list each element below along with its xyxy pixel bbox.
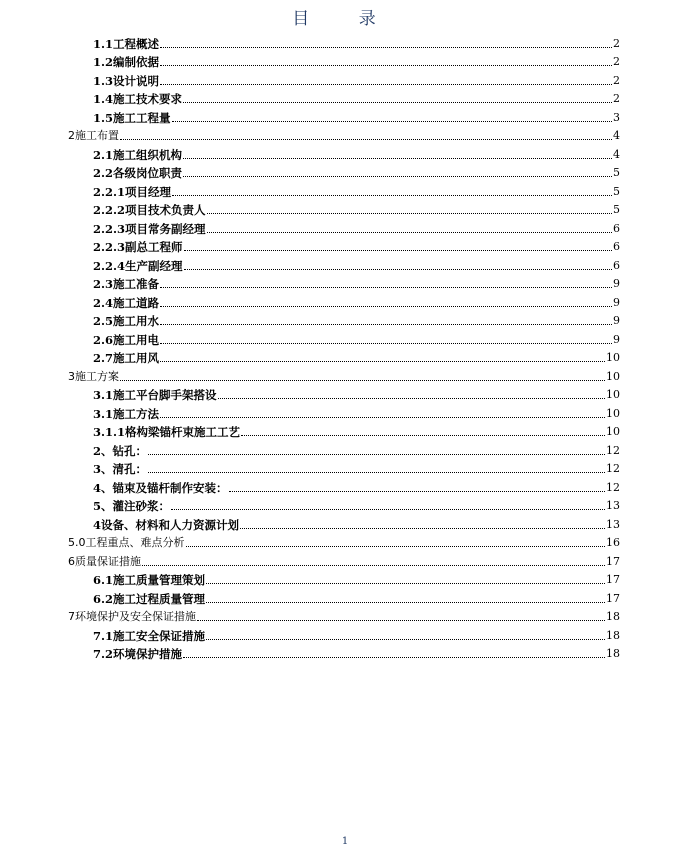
toc-entry[interactable] xyxy=(93,513,620,532)
toc-entry[interactable] xyxy=(93,51,620,70)
toc-dot-leader xyxy=(183,101,612,103)
toc-entry-page-number: 18 xyxy=(606,628,620,642)
toc-entry-page-number: 10 xyxy=(606,425,620,438)
toc-entry-label: 7.1施工安全保证措施 xyxy=(93,628,206,643)
toc-entry[interactable] xyxy=(93,328,620,347)
toc-entry-page-number: 6 xyxy=(613,221,620,235)
toc-entry[interactable] xyxy=(93,273,620,292)
toc-entry-page-number: 2 xyxy=(613,55,620,68)
toc-entry-page-number: 2 xyxy=(613,92,620,105)
toc-entry-page-number: 12 xyxy=(606,443,620,457)
toc-entry-label: 4、锚束及锚杆制作安装： xyxy=(93,480,228,495)
toc-entry[interactable] xyxy=(93,421,620,440)
toc-entry[interactable] xyxy=(68,365,620,384)
toc-entry-page-number: 5 xyxy=(613,166,620,179)
toc-entry-label: 3、清孔： xyxy=(93,462,148,476)
toc-entry[interactable] xyxy=(93,495,620,514)
toc-entry-page-number: 9 xyxy=(613,295,620,309)
toc-entry-page-number: 2 xyxy=(613,36,620,50)
toc-dot-leader xyxy=(218,397,605,399)
toc-dot-leader xyxy=(207,231,612,233)
toc-dot-leader xyxy=(160,64,612,66)
toc-dot-leader xyxy=(183,157,612,159)
toc-entry-label: 3施工方案 xyxy=(68,369,119,383)
toc-entry-label: 2.2.3项目常务副经理 xyxy=(93,221,206,236)
toc-entry[interactable] xyxy=(68,532,620,551)
toc-dot-leader xyxy=(197,619,605,621)
toc-entry-page-number: 13 xyxy=(606,499,620,512)
toc-dot-leader xyxy=(240,527,605,529)
toc-entry-label: 1.5施工工程量 xyxy=(93,110,171,125)
toc-entry-label: 2.3施工准备 xyxy=(93,277,160,291)
toc-entry-page-number: 2 xyxy=(613,73,620,87)
toc-entry[interactable] xyxy=(93,439,620,458)
toc-entry[interactable] xyxy=(93,569,620,588)
toc-dot-leader xyxy=(186,545,606,547)
toc-dot-leader xyxy=(160,46,612,48)
toc-entry-label: 2.2.1项目经理 xyxy=(93,184,172,199)
toc-dot-leader xyxy=(172,194,612,196)
toc-dot-leader xyxy=(120,138,612,140)
toc-dot-leader xyxy=(160,416,605,418)
toc-entry[interactable] xyxy=(93,199,620,218)
toc-entry-page-number: 10 xyxy=(606,388,620,401)
toc-entry-label: 2.1施工组织机构 xyxy=(93,147,183,162)
toc-entry-label: 2施工布置 xyxy=(68,129,119,142)
toc-entry-page-number: 5 xyxy=(613,203,620,216)
toc-entry-page-number: 13 xyxy=(606,517,620,531)
toc-dot-leader xyxy=(148,471,605,473)
toc-entry-page-number: 3 xyxy=(613,110,620,124)
toc-entry[interactable] xyxy=(93,254,620,273)
toc-title: 目 录 xyxy=(292,9,398,29)
toc-entry[interactable] xyxy=(93,236,620,255)
toc-entry[interactable] xyxy=(93,69,620,88)
toc-entry[interactable] xyxy=(68,606,620,625)
toc-entry[interactable] xyxy=(93,106,620,125)
toc-entry[interactable] xyxy=(93,384,620,403)
toc-entry[interactable] xyxy=(93,624,620,643)
toc-entry-page-number: 17 xyxy=(606,591,620,605)
toc-entry-page-number: 9 xyxy=(613,314,620,327)
toc-entry-label: 1.3设计说明 xyxy=(93,73,160,88)
toc-entry-label: 3.1施工平台脚手架搭设 xyxy=(93,388,217,402)
toc-entry-label: 2.2.4生产副经理 xyxy=(93,258,183,273)
toc-dot-leader xyxy=(160,323,612,325)
toc-entry-label: 2.4施工道路 xyxy=(93,295,160,310)
toc-entry-page-number: 12 xyxy=(606,462,620,475)
toc-entry-label: 4设备、材料和人力资源计划 xyxy=(93,517,240,532)
toc-entry-label: 3.1.1格构梁锚杆束施工工艺 xyxy=(93,425,241,439)
toc-dot-leader xyxy=(229,490,605,492)
toc-entry-label: 6.1施工质量管理策划 xyxy=(93,573,206,587)
toc-entry-label: 6质量保证措施 xyxy=(68,554,141,568)
toc-entry-page-number: 12 xyxy=(606,480,620,494)
toc-entry-label: 2.6施工用电 xyxy=(93,332,160,347)
toc-entry-page-number: 10 xyxy=(606,369,620,383)
toc-entry[interactable] xyxy=(93,587,620,606)
toc-dot-leader xyxy=(148,453,605,455)
toc-entry-label: 3.1施工方法 xyxy=(93,406,160,421)
toc-entry-page-number: 6 xyxy=(613,258,620,272)
toc-entry[interactable] xyxy=(68,550,620,569)
toc-entry[interactable] xyxy=(93,291,620,310)
toc-entry-page-number: 18 xyxy=(606,610,620,623)
toc-entry-label: 2、钻孔： xyxy=(93,443,148,458)
toc-entry-page-number: 17 xyxy=(606,573,620,586)
toc-entry[interactable] xyxy=(93,476,620,495)
toc-entry-label: 5、灌注砂浆： xyxy=(93,499,171,513)
toc-dot-leader xyxy=(160,342,612,344)
toc-dot-leader xyxy=(160,305,612,307)
toc-entry-label: 1.2编制依据 xyxy=(93,55,160,69)
toc-dot-leader xyxy=(160,286,612,288)
toc-entry-label: 1.1工程概述 xyxy=(93,36,160,51)
toc-entry-label: 2.2.3副总工程师 xyxy=(93,240,183,254)
toc-entry-page-number: 4 xyxy=(613,147,620,161)
toc-dot-leader xyxy=(206,601,605,603)
toc-entry[interactable] xyxy=(93,162,620,181)
toc-entry-page-number: 17 xyxy=(606,554,620,568)
toc-entry-label: 7.2环境保护措施 xyxy=(93,647,183,661)
toc-entry-label: 1.4施工技术要求 xyxy=(93,92,183,106)
toc-dot-leader xyxy=(184,268,612,270)
toc-entry[interactable] xyxy=(93,458,620,477)
toc-dot-leader xyxy=(142,564,605,566)
toc-entry-page-number: 16 xyxy=(606,536,620,549)
toc-entry-page-number: 9 xyxy=(613,277,620,290)
toc-dot-leader xyxy=(184,249,612,251)
toc-entry-page-number: 10 xyxy=(606,351,620,364)
toc-entry-label: 2.2.2项目技术负责人 xyxy=(93,203,206,217)
toc-entry-page-number: 5 xyxy=(613,184,620,198)
toc-entry[interactable] xyxy=(93,643,620,662)
toc-entry[interactable] xyxy=(93,88,620,107)
toc-dot-leader xyxy=(160,83,612,85)
toc-dot-leader xyxy=(207,212,612,214)
toc-entry[interactable] xyxy=(93,402,620,421)
toc-dot-leader xyxy=(171,508,605,510)
toc-entry-page-number: 6 xyxy=(613,240,620,253)
toc-dot-leader xyxy=(206,638,605,640)
toc-dot-leader xyxy=(206,582,605,584)
toc-dot-leader xyxy=(172,120,612,122)
toc-entry-label: 5.0工程重点、难点分析 xyxy=(68,536,185,549)
toc-entry-label: 2.5施工用水 xyxy=(93,314,160,328)
toc-entry[interactable] xyxy=(93,347,620,366)
toc-dot-leader xyxy=(160,360,605,362)
toc-entry-label: 7环境保护及安全保证措施 xyxy=(68,610,196,623)
toc-dot-leader xyxy=(183,656,605,658)
page-number: 1 xyxy=(341,836,349,847)
toc-dot-leader xyxy=(241,434,605,436)
toc-dot-leader xyxy=(120,379,605,381)
toc-entry[interactable] xyxy=(93,143,620,162)
toc-entry-label: 6.2施工过程质量管理 xyxy=(93,591,206,606)
toc-entry-page-number: 9 xyxy=(613,332,620,346)
toc-entry[interactable] xyxy=(93,180,620,199)
toc-entry-page-number: 4 xyxy=(613,129,620,142)
toc-entry-page-number: 18 xyxy=(606,647,620,660)
toc-entry[interactable] xyxy=(68,125,620,144)
toc-entry-label: 2.2各级岗位职责 xyxy=(93,166,183,180)
toc-entry[interactable] xyxy=(93,310,620,329)
toc-entry-page-number: 10 xyxy=(606,406,620,420)
toc-entry-label: 2.7施工用风 xyxy=(93,351,160,365)
toc-dot-leader xyxy=(183,175,612,177)
toc-entry[interactable] xyxy=(93,32,620,51)
toc-entry[interactable] xyxy=(93,217,620,236)
